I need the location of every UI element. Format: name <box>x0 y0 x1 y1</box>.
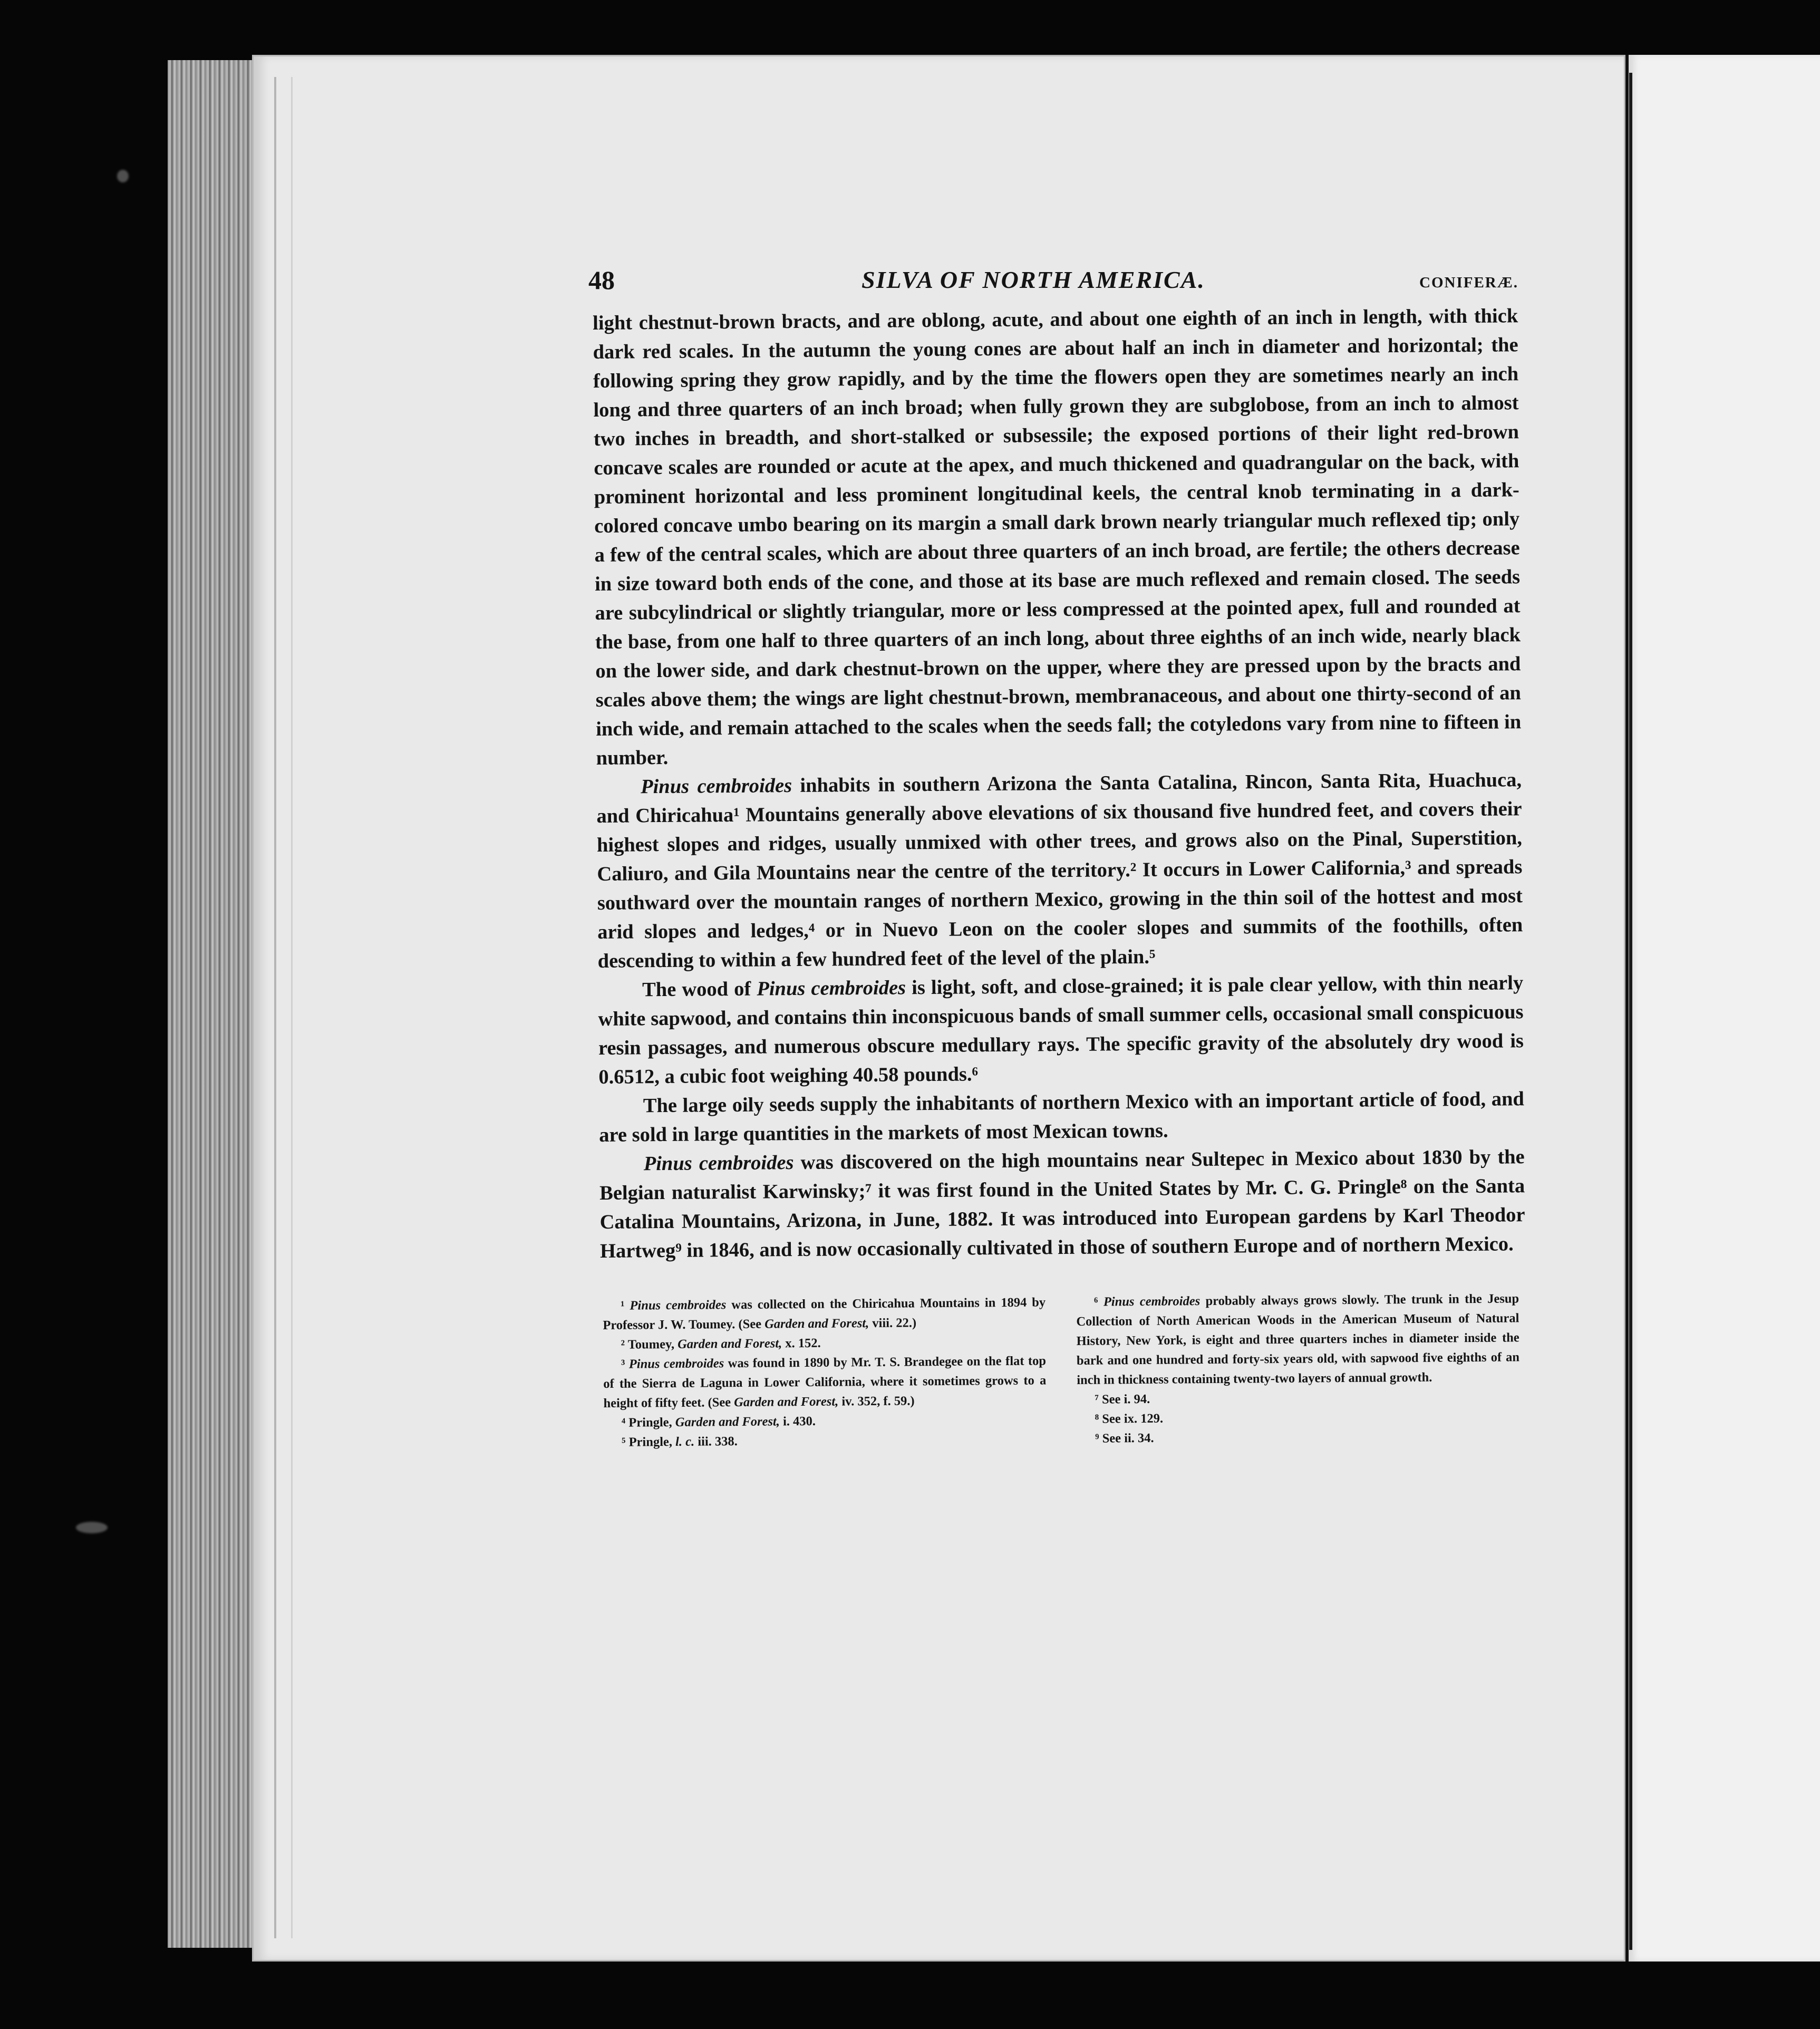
footnote-text: See ii. 34. <box>1099 1431 1154 1446</box>
footnote-text: Pringle, <box>625 1415 675 1430</box>
species-name: Pinus cembroides <box>643 1152 794 1175</box>
adjacent-page-edge <box>1625 55 1820 1962</box>
footnote-end: i. 430. <box>779 1414 816 1429</box>
wood-text-start: The wood of <box>642 978 757 1001</box>
footnote-mark: ⁷ <box>1095 1392 1099 1407</box>
citation-source: Garden and Forest, <box>675 1414 780 1429</box>
species-name: Pinus cembroides <box>628 1356 724 1371</box>
species-name: Pinus cembroides <box>630 1298 727 1313</box>
footnote-1 <box>603 1292 1046 1335</box>
footnote-text: See ix. 129. <box>1099 1411 1164 1426</box>
citation-source: l. c. <box>675 1434 695 1449</box>
citation-source: Garden and Forest, <box>677 1336 782 1351</box>
footnote-mark: ³ <box>621 1357 625 1371</box>
footnote-mark: ⁴ <box>621 1415 626 1430</box>
footnote-end: viii. 22.) <box>869 1316 917 1331</box>
citation-source: Garden and Forest, <box>764 1316 869 1331</box>
species-name: Pinus cembroides <box>640 775 792 798</box>
citation-source: Garden and Forest, <box>734 1394 839 1410</box>
footnote-text: Pringle, <box>625 1434 676 1450</box>
footnote-end: x. 152. <box>782 1336 821 1351</box>
footnote-text: was collected on the Chiricahua Mountains in 1894 by Professor J. W. Toumey. (See <box>603 1295 1046 1332</box>
footnote-mark: ⁹ <box>1095 1431 1099 1446</box>
history-text: was discovered on the high mountains near Sultepec in Mexico about 1830 by the Belgian naturalist Karwinsky;⁷ it was first found in the United States by Mr. C. G. Pringle⁸ on the Santa Catalina Mountains, Arizona, in June, 1882. It was introduced into European gardens by Karl Theodor Hartweg⁹ in 1846, and is now occasionally cultivated in those of southern Europe and of northern Mexico. <box>599 1146 1525 1262</box>
page-gutter-line <box>1629 73 1632 1950</box>
footnote-text: probably always grows slowly. The trunk in the Jesup Collection of North American Woods in the American Museum of Natural History, New York, is eight and three quarters inches in diameter inside the bark and one hundred and forty-six years old, with sapwood five eighths of an inch in thickness containing twenty-two layers of annual growth. <box>1076 1291 1520 1387</box>
footnote-5 <box>604 1429 1047 1452</box>
footnote-3 <box>603 1351 1047 1413</box>
paragraph-seeds-use: The large oily seeds supply the inhabitants of northern Mexico with an important article of food, and are sold in large quantities in the markets of most Mexican towns. <box>599 1088 1524 1146</box>
page-number: 48 <box>588 265 615 295</box>
distribution-text: inhabits in southern Arizona the Santa Catalina, Rincon, Santa Rita, Huachuca, and Chiricahua¹ Mountains generally above elevations of six thousand five hundred feet, and covers their highest slopes and ridges, usually unmixed with other trees, and grows also on the Pinal, Superstition, Caliuro, and Gila Mountains near the centre of the territory.² It occurs in Lower California,³ and spreads southward over the mountain ranges of northern Mexico, growing in the thin soil of the hottest and most arid slopes and ledges,⁴ or in Nuevo Leon on the cooler slopes and summits of the foothills, often descending to within a few hundred feet of the level of the plain.⁵ <box>596 769 1523 972</box>
paragraph-history <box>599 1143 1526 1266</box>
footnotes-left-column <box>603 1292 1047 1452</box>
main-text <box>593 302 1525 1279</box>
footnote-mark: ⁶ <box>1094 1294 1098 1309</box>
footnote-text: See i. 94. <box>1098 1392 1150 1407</box>
footnote-mark: ² <box>621 1337 625 1352</box>
footnote-text: was found in 1890 by Mr. T. S. Brandegee on the flat top of the Sierra de Laguna in Lower California, where it sometimes grows to a height of fifty feet. (See <box>603 1354 1047 1410</box>
footnote-end: iii. 338. <box>694 1434 738 1449</box>
paragraph-distribution <box>596 766 1523 976</box>
paragraph-wood <box>598 969 1524 1092</box>
footnotes <box>603 1289 1521 1518</box>
book-title: SILVA OF NORTH AMERICA. <box>861 266 1205 293</box>
paragraph-cone-description: light chestnut-brown bracts, and are oblong, acute, and about one eighth of an inch in length, with thick dark red scales. In the autumn the young cones are about half an inch in diameter and horizontal; the following spring they grow rapidly, and by the time the flowers open they are sometimes nearly an inch long and three quarters of an inch broad; when fully grown they are subglobose, from an inch to almost two inches in breadth, and short-stalked or subsessile; the exposed portions of their light red-brown concave scales are rounded or acute at the apex, and much thickened and quadrangular on the back, with prominent horizontal and less prominent longitudinal keels, the central knob terminating in a dark-colored concave umbo bearing on its margin a small dark brown nearly triangular much reflexed tip; only a few of the central scales, which are about three quarters of an inch broad, are fertile; the others decrease in size toward both ends of the cone, and those at its base are much reflexed and remain closed. The seeds are subcylindrical or slightly triangular, more or less compressed at the pointed apex, full and rounded at the base, from one half to three quarters of an inch long, about three eighths of an inch wide, nearly black on the lower side, and dark chestnut-brown on the upper, where they are pressed upon by the bracts and scales above them; the wings are light chestnut-brown, membranaceous, and about one thirty-second of an inch wide, and remain attached to the scales when the seeds fall; the cotyledons vary from nine to fifteen in number. <box>593 305 1522 769</box>
species-name: Pinus cembroides <box>1103 1294 1201 1309</box>
footnote-6 <box>1076 1289 1519 1390</box>
wood-text: is light, soft, and close-grained; it is pale clear yellow, with thin nearly white sapwood, and contains thin inconspicuous bands of small summer cells, occasional small conspicuous resin passages, and numerous obscure medullary rays. The specific gravity of the absolutely dry wood is 0.6512, a cubic foot weighing 40.58 pounds.⁶ <box>598 972 1524 1088</box>
footnote-mark: ⁸ <box>1095 1412 1099 1426</box>
footnote-9 <box>1077 1425 1520 1448</box>
footnote-text: Toumey, <box>624 1337 678 1352</box>
section-label: CONIFERÆ. <box>1419 274 1518 291</box>
scan-speck <box>76 1522 108 1533</box>
scan-speck <box>117 170 129 182</box>
species-name: Pinus cembroides <box>757 977 906 1000</box>
footnote-end: iv. 352, f. 59.) <box>838 1394 915 1409</box>
running-head <box>588 262 1518 298</box>
footnote-mark: ¹ <box>621 1298 625 1313</box>
footnotes-right-column <box>1076 1289 1520 1448</box>
footnote-mark: ⁵ <box>622 1435 626 1450</box>
